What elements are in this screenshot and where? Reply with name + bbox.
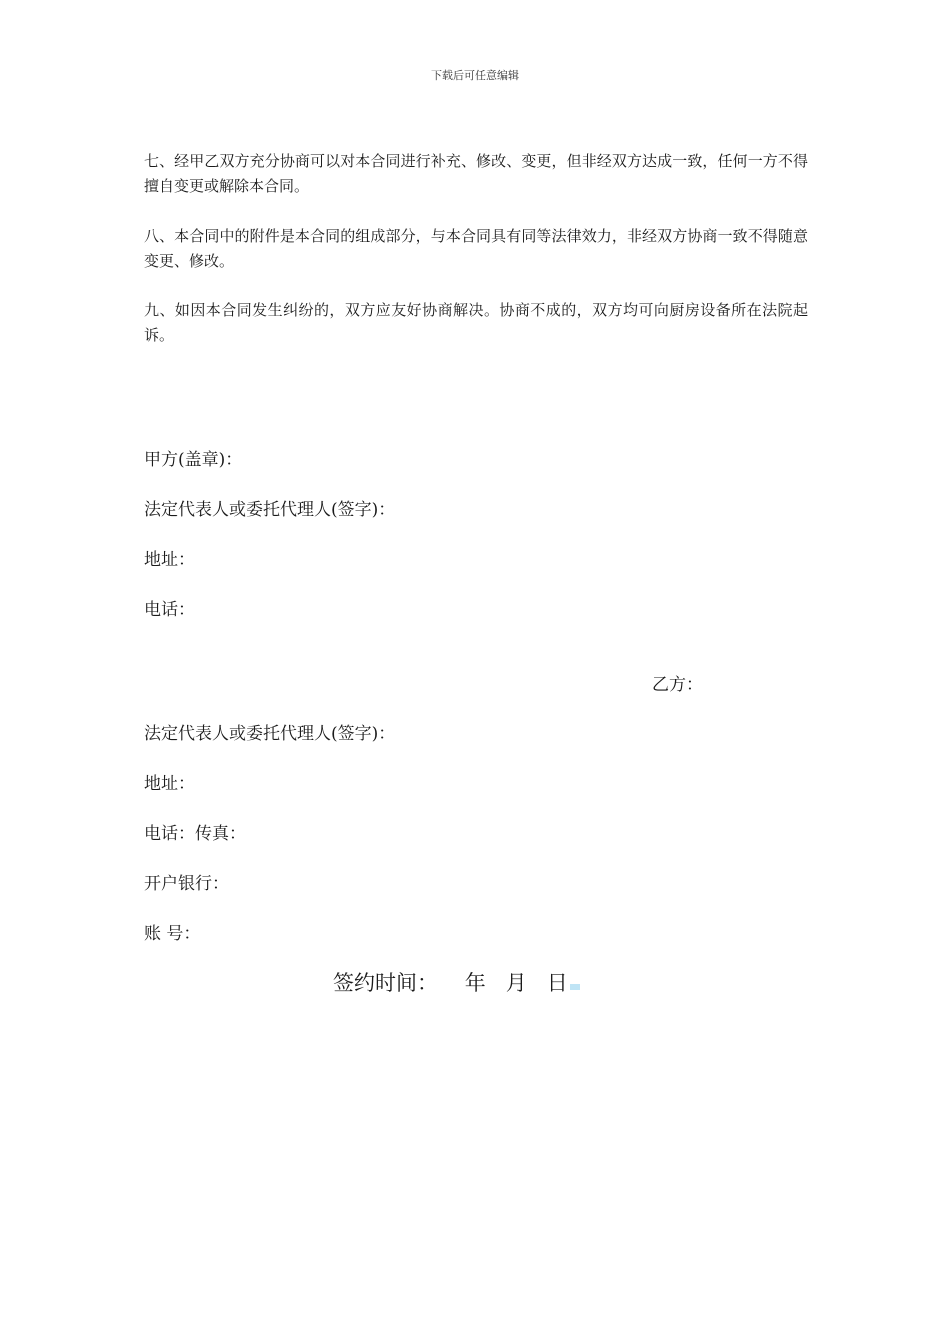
signing-date-text: 签约时间： 年 月 日	[333, 971, 568, 995]
party-b-label: 乙方：	[652, 675, 703, 695]
signing-date-line	[333, 968, 580, 998]
party-b-bank: 开户银行：	[144, 874, 229, 894]
clause-7: 七、经甲乙双方充分协商可以对本合同进行补充、修改、变更，但非经双方达成一致，任何一方不得擅自变更或解除本合同。	[144, 152, 808, 195]
clause-9: 九、如因本合同发生纠纷的，双方应友好协商解决。协商不成的，双方均可向厨房设备所在法院起诉。	[144, 301, 808, 344]
party-a-representative: 法定代表人或委托代理人(签字)：	[144, 500, 396, 520]
text-cursor-marker	[570, 984, 580, 990]
party-a-phone: 电话：	[144, 600, 195, 620]
clause-8: 八、本合同中的附件是本合同的组成部分，与本合同具有同等法律效力，非经双方协商一致不得随意变更、修改。	[144, 227, 808, 270]
page-header: 下载后可任意编辑	[431, 69, 519, 82]
party-b-representative: 法定代表人或委托代理人(签字)：	[144, 724, 396, 744]
party-a-seal: 甲方(盖章)：	[144, 450, 243, 470]
party-b-account: 账 号：	[144, 924, 201, 944]
party-b-address: 地址：	[144, 774, 195, 794]
party-b-phone-fax: 电话：传真：	[144, 824, 246, 844]
party-a-address: 地址：	[144, 550, 195, 570]
